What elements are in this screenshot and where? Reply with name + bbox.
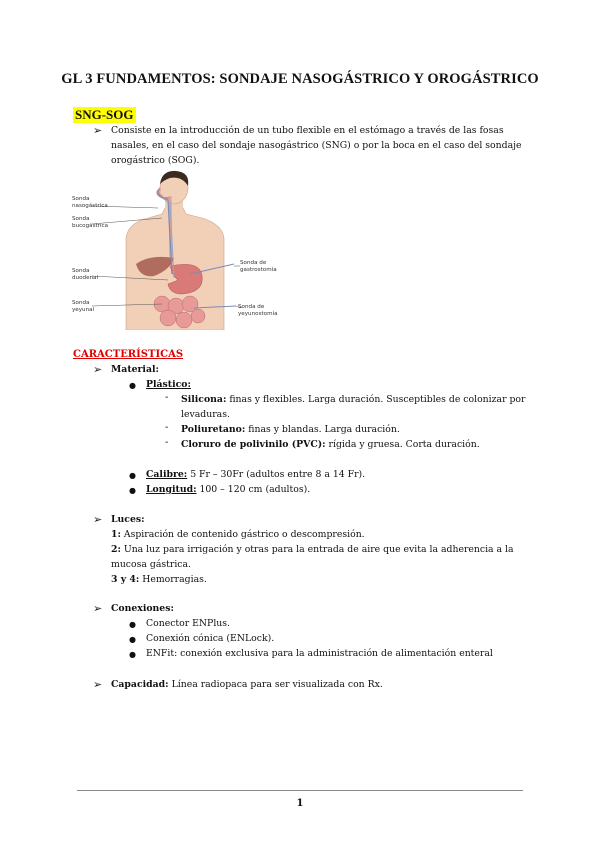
arrow-bullet-icon: ➢	[93, 363, 103, 376]
intro-line-1: Consiste en la introducción de un tubo flexible en el estómago a través de las fosas	[111, 125, 504, 136]
bullet-icon: ●	[129, 620, 136, 629]
luces-item-2: 2: Una luz para irrigación y otras para la entrada de aire que evita la adherencia a la	[111, 544, 514, 555]
conexiones-item-3: ENFit: conexión exclusiva para la administración de alimentación enteral	[146, 648, 493, 659]
luces-item-3: 3 y 4: Hemorragias.	[111, 574, 207, 585]
section-label-sng-sog: SNG-SOG	[75, 107, 134, 122]
pvc-line: Cloruro de polivinilo (PVC): rígida y gruesa. Corta duración.	[181, 439, 480, 450]
page-title: GL 3 FUNDAMENTOS: SONDAJE NASOGÁSTRICO Y OROGÁSTRICO	[61, 71, 539, 87]
intro-line-2: nasales, en el caso del sondaje nasogástrico (SNG) o por la boca en el caso del sondaje	[111, 140, 522, 151]
luces-item-2-cont: mucosa gástrica.	[111, 559, 191, 570]
bullet-icon: ●	[129, 486, 136, 495]
longitud-line: Longitud: 100 – 120 cm (adultos).	[146, 484, 311, 495]
characteristics-heading: CARACTERÍSTICAS	[73, 349, 184, 360]
footer-divider	[77, 790, 523, 791]
label-yeyunal: Sonda yeyunal	[72, 300, 95, 313]
plastico-label: Plástico:	[146, 379, 191, 390]
dash-icon: -	[165, 437, 169, 448]
page-number: 1	[296, 798, 304, 809]
intro-line-3: orogástrico (SOG).	[111, 155, 200, 166]
conexiones-item-2: Conexión cónica (ENLock).	[146, 633, 275, 644]
label-gastrostomia: Sonda de gastrostomía	[240, 260, 277, 273]
label-bucogastrica: Sonda bucogástrica	[72, 216, 109, 229]
bullet-icon: ●	[129, 635, 136, 644]
label-duodenal: Sonda duodenal	[72, 268, 99, 281]
material-label: Material:	[111, 364, 159, 375]
bullet-icon: ●	[129, 471, 136, 480]
label-nasogastrica: Sonda nasogástrica	[72, 196, 108, 209]
dash-icon: -	[165, 392, 169, 403]
luces-item-1: 1: Aspiración de contenido gástrico o descompresión.	[111, 529, 365, 540]
label-yeyunostomia: Sonda de yeyunostomía	[238, 304, 278, 317]
silicona-line-2: levaduras.	[181, 409, 230, 420]
arrow-bullet-icon: ➢	[93, 602, 103, 615]
dash-icon: -	[165, 422, 169, 433]
conexiones-item-1: Conector ENPlus.	[146, 618, 231, 629]
anatomy-diagram	[70, 168, 290, 330]
luces-label: Luces:	[111, 514, 145, 525]
arrow-bullet-icon: ➢	[93, 678, 103, 691]
arrow-bullet-icon: ➢	[93, 124, 103, 137]
bullet-icon: ●	[129, 381, 136, 390]
poliuretano-line: Poliuretano: finas y blandas. Larga duración.	[181, 424, 400, 435]
silicona-line: Silicona: finas y flexibles. Larga duración. Susceptibles de colonizar por	[181, 394, 526, 405]
calibre-line: Calibre: 5 Fr – 30Fr (adultos entre 8 a 14 Fr).	[146, 469, 366, 480]
capacidad-line: Capacidad: Línea radiopaca para ser visualizada con Rx.	[111, 679, 383, 690]
bullet-icon: ●	[129, 650, 136, 659]
conexiones-label: Conexiones:	[111, 603, 174, 614]
arrow-bullet-icon: ➢	[93, 513, 103, 526]
